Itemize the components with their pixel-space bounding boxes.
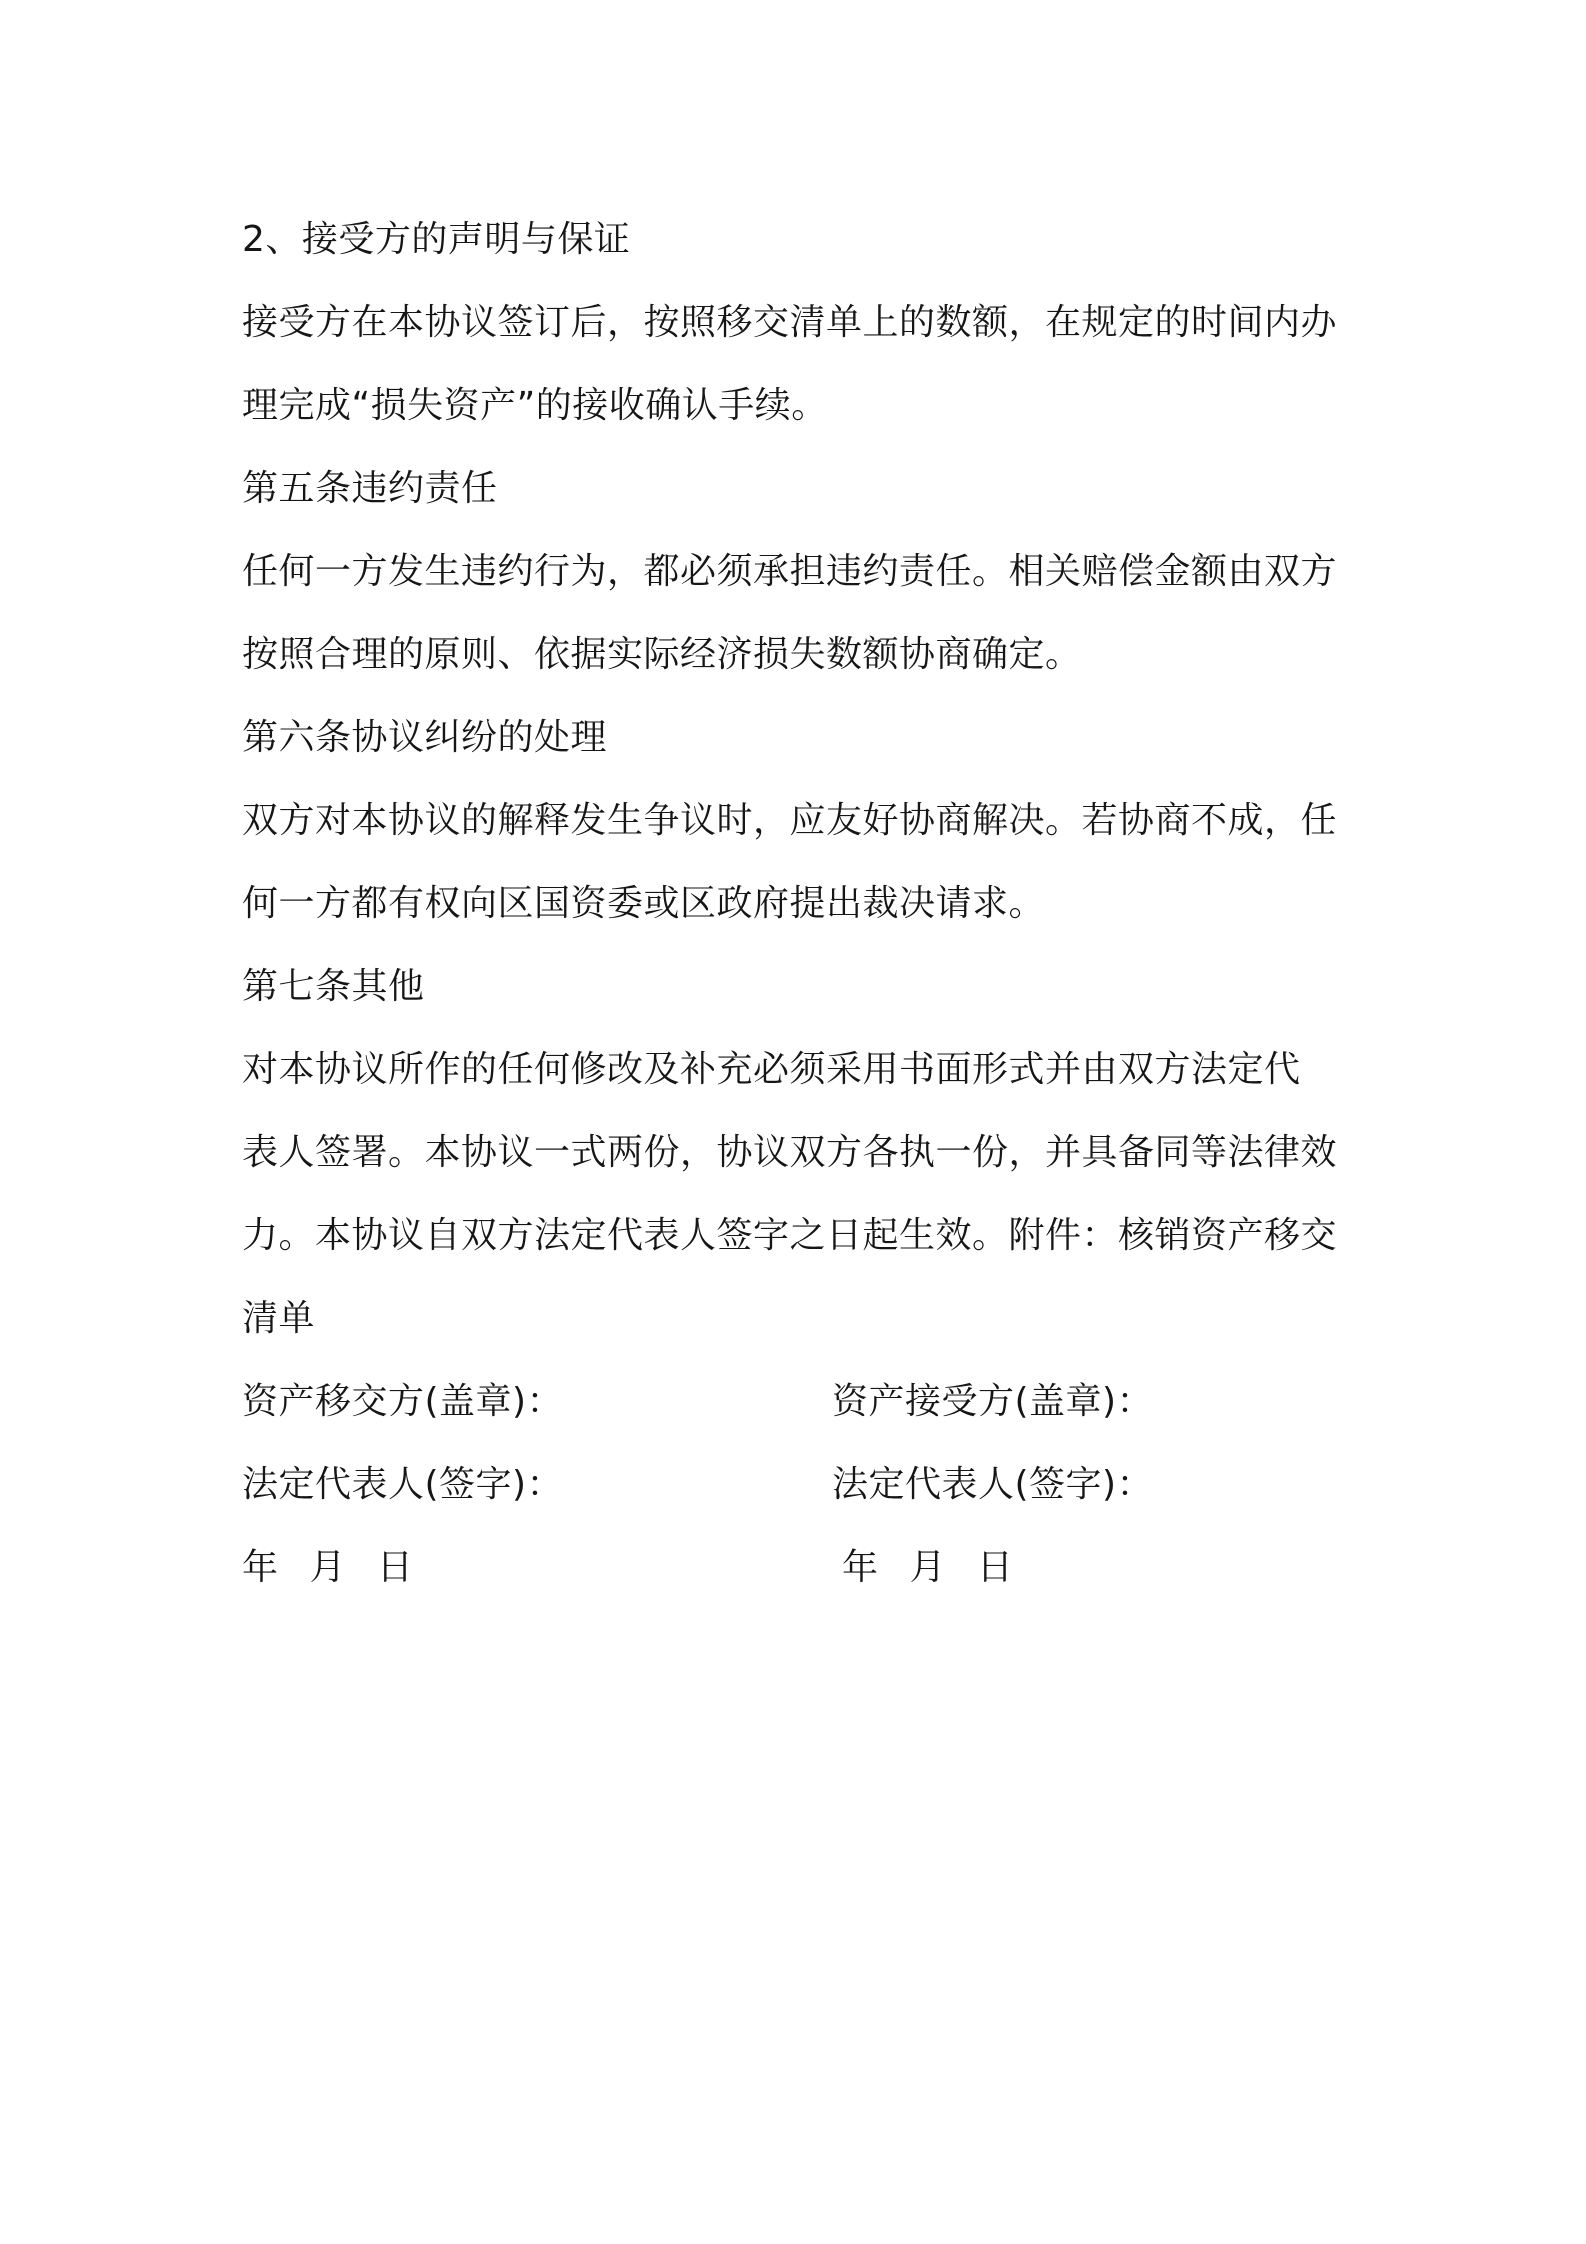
paragraph-line: 任何一方发生违约行为，都必须承担违约责任。相关赔偿金额由双方 bbox=[242, 551, 1338, 592]
signature-row-seal bbox=[242, 1360, 1360, 1443]
paragraph-line: 表人签署。本协议一式两份，协议双方各执一份，并具备同等法律效 bbox=[242, 1132, 1338, 1173]
article-heading-breach: 第五条违约责任 bbox=[242, 468, 498, 509]
document-body bbox=[242, 198, 1360, 1609]
transferor-date-label: 年 月 日 bbox=[242, 1547, 415, 1588]
article-heading-disputes: 第六条协议纠纷的处理 bbox=[242, 717, 608, 758]
transferor-seal-label: 资产移交方(盖章)： bbox=[242, 1381, 564, 1422]
paragraph-line: 何一方都有权向区国资委或区政府提出裁决请求。 bbox=[242, 883, 1046, 924]
receiver-representative-label: 法定代表人(签字)： bbox=[832, 1464, 1154, 1505]
signature-row-date bbox=[242, 1526, 1360, 1609]
receiver-seal-label: 资产接受方(盖章)： bbox=[832, 1381, 1154, 1422]
paragraph-line: 力。本协议自双方法定代表人签字之日起生效。附件：核销资产移交 bbox=[242, 1215, 1338, 1256]
paragraph-line: 理完成“损失资产”的接收确认手续。 bbox=[242, 385, 828, 426]
paragraph-line: 按照合理的原则、依据实际经济损失数额协商确定。 bbox=[242, 634, 1082, 675]
paragraph-line: 对本协议所作的任何修改及补充必须采用书面形式并由双方法定代 bbox=[242, 1049, 1301, 1090]
receiver-date-label: 年 月 日 bbox=[842, 1547, 1015, 1588]
paragraph-line: 双方对本协议的解释发生争议时，应友好协商解决。若协商不成，任 bbox=[242, 800, 1338, 841]
signature-row-representative bbox=[242, 1443, 1360, 1526]
paragraph-line: 接受方在本协议签订后，按照移交清单上的数额，在规定的时间内办 bbox=[242, 302, 1338, 343]
article-heading-other: 第七条其他 bbox=[242, 966, 425, 1007]
section-heading-receiver-warranty: 2、接受方的声明与保证 bbox=[242, 219, 631, 260]
transferor-representative-label: 法定代表人(签字)： bbox=[242, 1464, 564, 1505]
paragraph-line: 清单 bbox=[242, 1298, 316, 1339]
